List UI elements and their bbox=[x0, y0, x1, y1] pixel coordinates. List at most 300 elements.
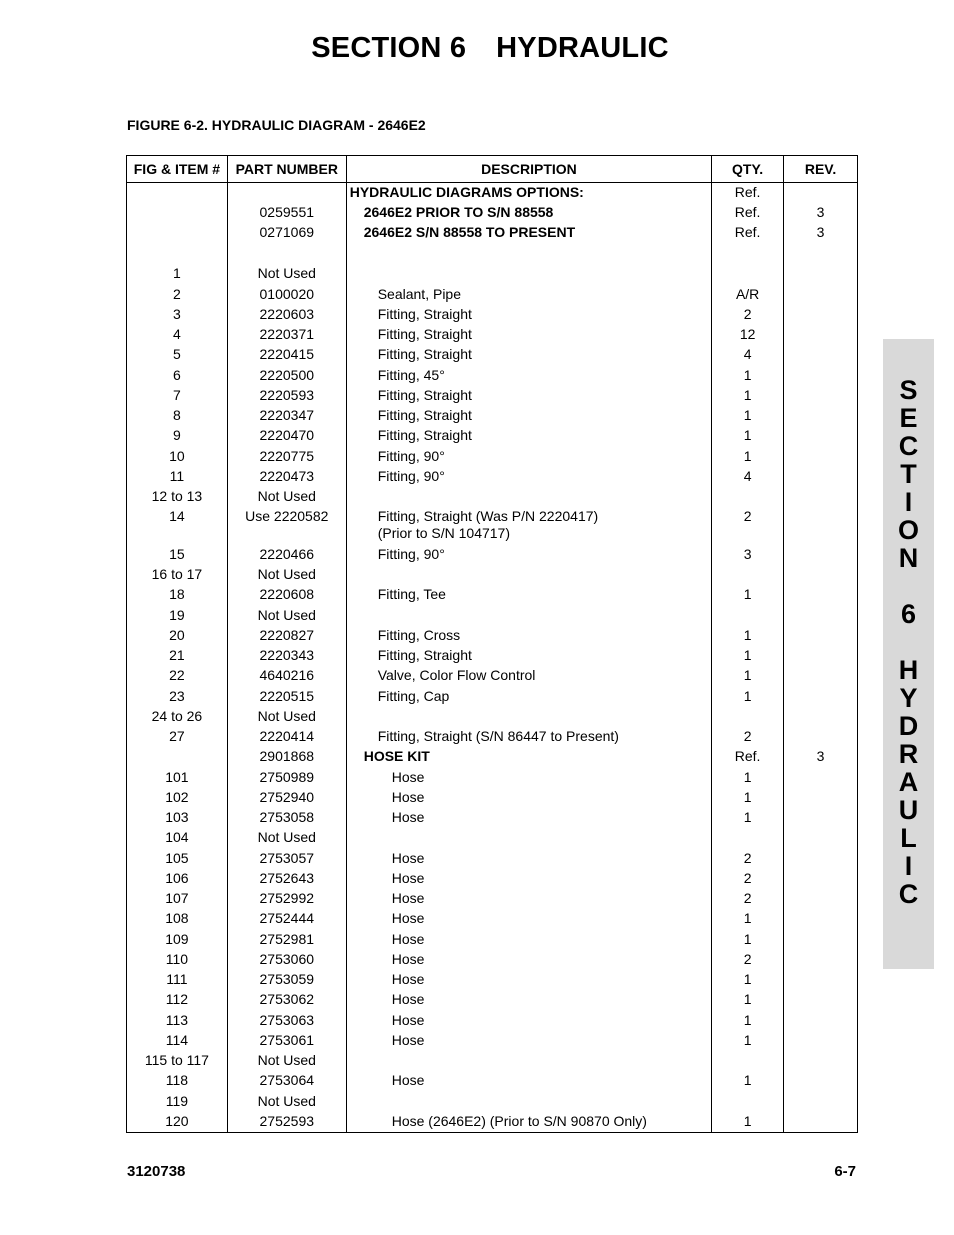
qty-cell: 1 bbox=[712, 406, 784, 426]
rev-cell bbox=[784, 305, 858, 325]
fig-item-cell: 108 bbox=[127, 909, 228, 929]
table-row bbox=[127, 585, 858, 605]
table-row bbox=[127, 183, 858, 203]
part-number-cell: 2220371 bbox=[227, 325, 346, 345]
side-tab-letter: Y bbox=[899, 683, 918, 713]
description-line: Fitting, 90° bbox=[377, 467, 445, 484]
part-number-cell: Not Used bbox=[227, 264, 346, 284]
fig-item-cell: 6 bbox=[127, 366, 228, 386]
side-tab-letters bbox=[883, 376, 934, 908]
side-tab-letter: 6 bbox=[900, 599, 917, 629]
table-row bbox=[127, 666, 858, 686]
section-number: SECTION 6 bbox=[311, 32, 467, 64]
description-cell bbox=[346, 305, 711, 325]
side-tab-letter: T bbox=[900, 459, 917, 489]
part-number-cell: 0100020 bbox=[227, 285, 346, 305]
rev-cell bbox=[784, 487, 858, 507]
description-line: Fitting, Straight bbox=[377, 427, 472, 444]
header-part-number: PART NUMBER bbox=[227, 156, 346, 183]
table-row bbox=[127, 305, 858, 325]
table-row bbox=[127, 386, 858, 406]
qty-cell: 2 bbox=[712, 507, 784, 545]
fig-item-cell: 14 bbox=[127, 507, 228, 545]
description-cell bbox=[346, 545, 711, 565]
rev-cell bbox=[784, 889, 858, 909]
qty-cell: 1 bbox=[712, 447, 784, 467]
description-cell bbox=[346, 285, 711, 305]
table-row bbox=[127, 447, 858, 467]
fig-item-cell: 120 bbox=[127, 1112, 228, 1132]
part-number-cell: 2220466 bbox=[227, 545, 346, 565]
table-row bbox=[127, 507, 858, 545]
side-tab-letter: R bbox=[898, 739, 919, 769]
part-number-cell: 2220775 bbox=[227, 447, 346, 467]
qty-cell: 4 bbox=[712, 467, 784, 487]
part-number-cell: 2220470 bbox=[227, 426, 346, 446]
fig-item-cell: 27 bbox=[127, 727, 228, 747]
fig-item-cell: 102 bbox=[127, 788, 228, 808]
rev-cell bbox=[784, 1011, 858, 1031]
rev-cell bbox=[784, 366, 858, 386]
qty-cell: A/R bbox=[712, 285, 784, 305]
table-row bbox=[127, 869, 858, 889]
description-cell bbox=[346, 869, 711, 889]
header-fig-item: FIG & ITEM # bbox=[127, 156, 228, 183]
side-tab-letter: U bbox=[898, 795, 919, 825]
rev-cell bbox=[784, 626, 858, 646]
rev-cell bbox=[784, 768, 858, 788]
description-cell bbox=[346, 426, 711, 446]
part-number-cell: 2753062 bbox=[227, 990, 346, 1010]
rev-cell bbox=[784, 849, 858, 869]
rev-cell bbox=[784, 1112, 858, 1132]
description-line: Fitting, Straight bbox=[377, 407, 472, 423]
side-tab-letter: O bbox=[897, 515, 919, 545]
rev-cell bbox=[784, 1071, 858, 1091]
table-row bbox=[127, 1112, 858, 1132]
rev-cell bbox=[784, 507, 858, 545]
table-row bbox=[127, 606, 858, 626]
part-number-cell: 2753060 bbox=[227, 950, 346, 970]
qty-cell: 1 bbox=[712, 687, 784, 707]
qty-cell: 1 bbox=[712, 909, 784, 929]
description-line: Fitting, 45° bbox=[377, 366, 445, 383]
fig-item-cell: 106 bbox=[127, 869, 228, 889]
description-line: Hose bbox=[391, 1072, 425, 1089]
part-number-cell: Not Used bbox=[227, 707, 346, 727]
side-tab-letter: S bbox=[899, 375, 918, 405]
fig-item-cell: 3 bbox=[127, 305, 228, 325]
description-cell bbox=[346, 203, 711, 223]
part-number-cell: 2220827 bbox=[227, 626, 346, 646]
qty-cell: 2 bbox=[712, 889, 784, 909]
table-row bbox=[127, 467, 858, 487]
table-row bbox=[127, 366, 858, 386]
description-line: Hose bbox=[391, 950, 425, 967]
part-number-cell: 2753061 bbox=[227, 1031, 346, 1051]
description-cell bbox=[346, 788, 711, 808]
fig-item-cell: 104 bbox=[127, 828, 228, 848]
rev-cell bbox=[784, 707, 858, 727]
fig-item-cell bbox=[127, 747, 228, 767]
footer-doc-number: 3120738 bbox=[127, 1163, 186, 1180]
rev-cell bbox=[784, 565, 858, 585]
description-cell bbox=[346, 970, 711, 990]
description-cell bbox=[346, 325, 711, 345]
description-cell bbox=[346, 990, 711, 1010]
description-cell bbox=[346, 1011, 711, 1031]
qty-cell: 1 bbox=[712, 788, 784, 808]
qty-cell: 1 bbox=[712, 1011, 784, 1031]
qty-cell bbox=[712, 828, 784, 848]
qty-cell: 1 bbox=[712, 386, 784, 406]
part-number-cell: 2753058 bbox=[227, 808, 346, 828]
description-line: 2646E2 S/N 88558 TO PRESENT bbox=[363, 224, 576, 240]
table-row bbox=[127, 243, 858, 264]
fig-item-cell: 23 bbox=[127, 687, 228, 707]
fig-item-cell: 113 bbox=[127, 1011, 228, 1031]
fig-item-cell: 12 to 13 bbox=[127, 487, 228, 507]
table-row bbox=[127, 707, 858, 727]
description-line: Hose bbox=[391, 1011, 425, 1028]
table-row bbox=[127, 990, 858, 1010]
description-line: 2646E2 PRIOR TO S/N 88558 bbox=[363, 203, 554, 220]
part-number-cell: Use 2220582 bbox=[227, 507, 346, 545]
rev-cell bbox=[784, 727, 858, 747]
qty-cell: 1 bbox=[712, 1031, 784, 1051]
description-cell bbox=[346, 950, 711, 970]
fig-item-cell: 114 bbox=[127, 1031, 228, 1051]
description-cell bbox=[346, 366, 711, 386]
qty-cell bbox=[712, 487, 784, 507]
table-row bbox=[127, 1092, 858, 1112]
fig-item-cell: 7 bbox=[127, 386, 228, 406]
description-cell bbox=[346, 747, 711, 767]
rev-cell bbox=[784, 243, 858, 264]
qty-cell: 2 bbox=[712, 849, 784, 869]
table-row bbox=[127, 909, 858, 929]
qty-cell: 1 bbox=[712, 646, 784, 666]
rev-cell bbox=[784, 345, 858, 365]
header-rev: REV. bbox=[784, 156, 858, 183]
fig-item-cell: 107 bbox=[127, 889, 228, 909]
description-cell bbox=[346, 687, 711, 707]
fig-item-cell: 16 to 17 bbox=[127, 565, 228, 585]
qty-cell: Ref. bbox=[712, 203, 784, 223]
description-line: Fitting, Straight bbox=[377, 305, 472, 322]
table-row bbox=[127, 1071, 858, 1091]
part-number-cell: 2752593 bbox=[227, 1112, 346, 1132]
part-number-cell: 2220473 bbox=[227, 467, 346, 487]
fig-item-cell: 11 bbox=[127, 467, 228, 487]
qty-cell: 1 bbox=[712, 1112, 784, 1132]
description-cell bbox=[346, 447, 711, 467]
description-line: Fitting, Cap bbox=[377, 687, 450, 704]
description-cell bbox=[346, 1071, 711, 1091]
description-line: Hose bbox=[391, 991, 425, 1008]
header-qty: QTY. bbox=[712, 156, 784, 183]
description-cell bbox=[346, 565, 711, 585]
fig-item-cell: 9 bbox=[127, 426, 228, 446]
fig-item-cell bbox=[127, 243, 228, 264]
qty-cell: 1 bbox=[712, 666, 784, 686]
fig-item-cell: 8 bbox=[127, 406, 228, 426]
description-cell bbox=[346, 930, 711, 950]
qty-cell: 2 bbox=[712, 305, 784, 325]
table-row bbox=[127, 808, 858, 828]
description-line: (Prior to S/N 104717) bbox=[377, 525, 511, 542]
description-cell bbox=[346, 487, 711, 507]
description-line: Valve, Color Flow Control bbox=[377, 667, 536, 684]
qty-cell bbox=[712, 264, 784, 284]
description-line: Hose bbox=[391, 890, 425, 906]
fig-item-cell bbox=[127, 223, 228, 243]
table-row bbox=[127, 747, 858, 767]
description-line: Hose bbox=[391, 930, 425, 947]
part-number-cell bbox=[227, 243, 346, 264]
rev-cell bbox=[784, 930, 858, 950]
description-line: Fitting, Tee bbox=[377, 586, 446, 603]
qty-cell: 12 bbox=[712, 325, 784, 345]
rev-cell bbox=[784, 646, 858, 666]
rev-cell bbox=[784, 264, 858, 284]
part-number-cell: 2752444 bbox=[227, 909, 346, 929]
part-number-cell: 2753063 bbox=[227, 1011, 346, 1031]
table-header-row bbox=[127, 156, 858, 183]
description-cell bbox=[346, 727, 711, 747]
description-line: Fitting, Cross bbox=[377, 626, 461, 643]
part-number-cell: 2753059 bbox=[227, 970, 346, 990]
description-cell bbox=[346, 828, 711, 848]
description-cell bbox=[346, 223, 711, 243]
part-number-cell bbox=[227, 183, 346, 203]
fig-item-cell: 4 bbox=[127, 325, 228, 345]
part-number-cell: 0259551 bbox=[227, 203, 346, 223]
description-line: Fitting, Straight bbox=[377, 386, 472, 403]
rev-cell bbox=[784, 426, 858, 446]
parts-table-body bbox=[127, 183, 858, 1133]
table-row bbox=[127, 406, 858, 426]
qty-cell: 3 bbox=[712, 545, 784, 565]
rev-cell bbox=[784, 1092, 858, 1112]
part-number-cell: Not Used bbox=[227, 606, 346, 626]
qty-cell bbox=[712, 1051, 784, 1071]
rev-cell bbox=[784, 666, 858, 686]
description-cell bbox=[346, 1092, 711, 1112]
side-tab-letter: C bbox=[898, 431, 919, 461]
description-cell bbox=[346, 626, 711, 646]
fig-item-cell: 24 to 26 bbox=[127, 707, 228, 727]
rev-cell bbox=[784, 788, 858, 808]
side-tab-letter: E bbox=[899, 403, 918, 433]
fig-item-cell bbox=[127, 203, 228, 223]
header-description: DESCRIPTION bbox=[346, 156, 711, 183]
description-cell bbox=[346, 666, 711, 686]
qty-cell: Ref. bbox=[712, 223, 784, 243]
side-tab-spacer bbox=[883, 572, 934, 600]
qty-cell: 1 bbox=[712, 626, 784, 646]
part-number-cell: Not Used bbox=[227, 1092, 346, 1112]
fig-item-cell: 118 bbox=[127, 1071, 228, 1091]
qty-cell: 1 bbox=[712, 990, 784, 1010]
table-row bbox=[127, 1051, 858, 1071]
description-line: Fitting, 90° bbox=[377, 447, 445, 464]
part-number-cell: 2752981 bbox=[227, 930, 346, 950]
qty-cell bbox=[712, 1092, 784, 1112]
fig-item-cell: 103 bbox=[127, 808, 228, 828]
page-title bbox=[0, 32, 954, 65]
qty-cell: 1 bbox=[712, 426, 784, 446]
description-cell bbox=[346, 243, 711, 264]
parts-table bbox=[126, 155, 858, 1133]
rev-cell bbox=[784, 386, 858, 406]
qty-cell: 2 bbox=[712, 727, 784, 747]
description-line: HOSE KIT bbox=[363, 748, 430, 765]
table-row bbox=[127, 970, 858, 990]
table-row bbox=[127, 223, 858, 243]
part-number-cell: 2220515 bbox=[227, 687, 346, 707]
rev-cell: 3 bbox=[784, 223, 858, 243]
qty-cell: 1 bbox=[712, 970, 784, 990]
rev-cell bbox=[784, 990, 858, 1010]
table-row bbox=[127, 1011, 858, 1031]
fig-item-cell: 115 to 117 bbox=[127, 1051, 228, 1071]
description-line: Fitting, Straight (Was P/N 2220417) bbox=[377, 508, 599, 525]
side-tab-letter: N bbox=[898, 543, 919, 573]
part-number-cell: 2220593 bbox=[227, 386, 346, 406]
qty-cell: 1 bbox=[712, 768, 784, 788]
description-line: HYDRAULIC DIAGRAMS OPTIONS: bbox=[349, 184, 584, 200]
table-row bbox=[127, 788, 858, 808]
description-line: Hose bbox=[391, 869, 425, 886]
side-tab-letter: L bbox=[900, 823, 917, 853]
description-cell bbox=[346, 909, 711, 929]
fig-item-cell: 5 bbox=[127, 345, 228, 365]
rev-cell bbox=[784, 909, 858, 929]
description-line: Hose bbox=[391, 1031, 425, 1048]
fig-item-cell: 111 bbox=[127, 970, 228, 990]
rev-cell: 3 bbox=[784, 747, 858, 767]
part-number-cell: 2220343 bbox=[227, 646, 346, 666]
description-line: Fitting, Straight (S/N 86447 to Present) bbox=[377, 728, 619, 744]
description-cell bbox=[346, 889, 711, 909]
table-row bbox=[127, 727, 858, 747]
side-tab-letter: H bbox=[898, 655, 919, 685]
description-cell bbox=[346, 1031, 711, 1051]
footer-page-number: 6-7 bbox=[834, 1163, 856, 1180]
rev-cell bbox=[784, 1031, 858, 1051]
description-cell bbox=[346, 264, 711, 284]
description-line: Hose bbox=[391, 788, 425, 805]
description-line: Fitting, Straight bbox=[377, 346, 472, 363]
description-cell bbox=[346, 1112, 711, 1132]
description-cell bbox=[346, 406, 711, 426]
qty-cell: Ref. bbox=[712, 183, 784, 203]
part-number-cell: Not Used bbox=[227, 1051, 346, 1071]
description-line: Sealant, Pipe bbox=[377, 285, 462, 302]
qty-cell: 1 bbox=[712, 366, 784, 386]
fig-item-cell: 20 bbox=[127, 626, 228, 646]
description-cell bbox=[346, 386, 711, 406]
description-cell bbox=[346, 345, 711, 365]
fig-item-cell: 110 bbox=[127, 950, 228, 970]
fig-item-cell: 1 bbox=[127, 264, 228, 284]
qty-cell: 1 bbox=[712, 930, 784, 950]
table-row bbox=[127, 545, 858, 565]
qty-cell bbox=[712, 243, 784, 264]
description-line: Fitting, Straight bbox=[377, 326, 472, 342]
rev-cell bbox=[784, 447, 858, 467]
fig-item-cell: 109 bbox=[127, 930, 228, 950]
fig-item-cell: 2 bbox=[127, 285, 228, 305]
table-row bbox=[127, 930, 858, 950]
part-number-cell: 2752992 bbox=[227, 889, 346, 909]
qty-cell bbox=[712, 707, 784, 727]
table-row bbox=[127, 950, 858, 970]
part-number-cell: 2750989 bbox=[227, 768, 346, 788]
table-row bbox=[127, 687, 858, 707]
fig-item-cell: 112 bbox=[127, 990, 228, 1010]
rev-cell bbox=[784, 325, 858, 345]
rev-cell bbox=[784, 183, 858, 203]
description-line: Hose bbox=[391, 910, 425, 927]
rev-cell bbox=[784, 406, 858, 426]
side-tab-letter: A bbox=[898, 767, 919, 797]
table-row bbox=[127, 487, 858, 507]
part-number-cell: 2220603 bbox=[227, 305, 346, 325]
qty-cell: 1 bbox=[712, 808, 784, 828]
table-row bbox=[127, 889, 858, 909]
description-line: Hose bbox=[391, 809, 425, 825]
fig-item-cell: 21 bbox=[127, 646, 228, 666]
fig-item-cell: 15 bbox=[127, 545, 228, 565]
qty-cell: 1 bbox=[712, 1071, 784, 1091]
qty-cell: Ref. bbox=[712, 747, 784, 767]
fig-item-cell: 105 bbox=[127, 849, 228, 869]
table-row bbox=[127, 626, 858, 646]
table-row bbox=[127, 203, 858, 223]
fig-item-cell: 119 bbox=[127, 1092, 228, 1112]
fig-item-cell: 101 bbox=[127, 768, 228, 788]
rev-cell bbox=[784, 828, 858, 848]
table-row bbox=[127, 828, 858, 848]
fig-item-cell bbox=[127, 183, 228, 203]
description-cell bbox=[346, 606, 711, 626]
table-row bbox=[127, 646, 858, 666]
rev-cell bbox=[784, 808, 858, 828]
description-line: Hose bbox=[391, 849, 425, 866]
table-row bbox=[127, 1031, 858, 1051]
description-cell bbox=[346, 646, 711, 666]
part-number-cell: Not Used bbox=[227, 487, 346, 507]
description-cell bbox=[346, 507, 711, 545]
qty-cell: 1 bbox=[712, 585, 784, 605]
description-cell bbox=[346, 1051, 711, 1071]
section-side-tab bbox=[883, 339, 934, 969]
table-row bbox=[127, 768, 858, 788]
rev-cell bbox=[784, 585, 858, 605]
rev-cell bbox=[784, 950, 858, 970]
table-row bbox=[127, 565, 858, 585]
rev-cell bbox=[784, 869, 858, 889]
rev-cell bbox=[784, 606, 858, 626]
table-row bbox=[127, 325, 858, 345]
part-number-cell: 2753064 bbox=[227, 1071, 346, 1091]
side-tab-letter: D bbox=[898, 711, 919, 741]
qty-cell bbox=[712, 565, 784, 585]
qty-cell: 2 bbox=[712, 950, 784, 970]
description-line: Hose bbox=[391, 768, 425, 785]
